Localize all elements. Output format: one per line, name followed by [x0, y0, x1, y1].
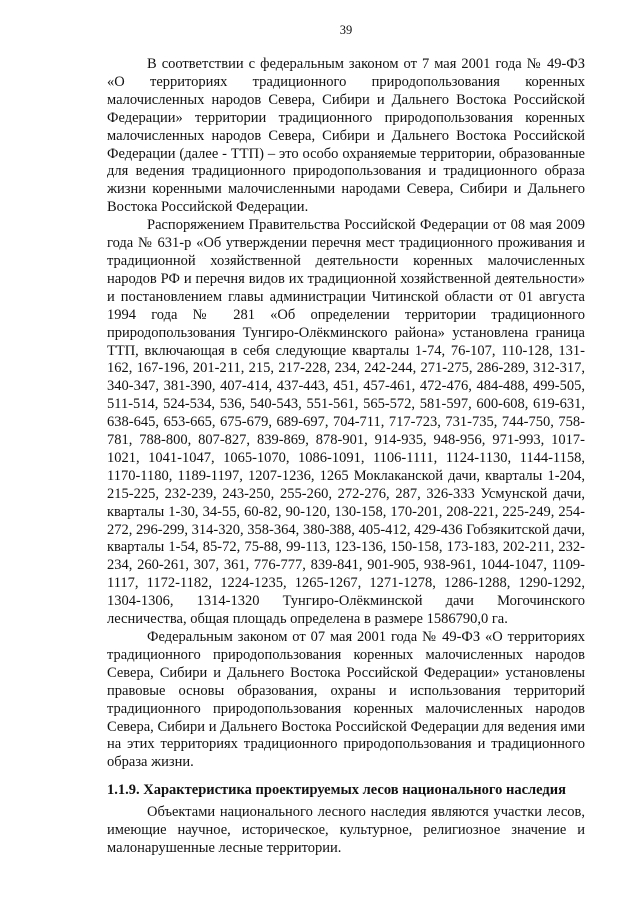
document-page [107, 22, 585, 858]
paragraph-national-heritage: Объектами национального лесного наследия являются участки лесов, имеющие научное, историческое, культурное, религиозное значение и малонарушенные лесные территории. [107, 804, 585, 857]
paragraph-ttp-boundaries: Распоряжением Правительства Российской Федерации от 08 мая 2009 года № 631-р «Об утверждении перечня мест традиционного проживания и традиционной хозяйственной деятельности коренных малочисленных народов РФ и перечня видов их традиционной хозяйственной деятельности» и постановлением главы администрации Читинской области от 01 августа 1994 года № 281 «Об определении территории традиционного природопользования Тунгиро-Олёкминского района» установлена граница ТТП, включающая в себя следующие кварталы 1-74, 76-107, 110-128, 131-162, 167-196, 201-211, 215, 217-228, 234, 242-244, 271-275, 286-289, 312-317, 340-347, 381-390, 407-414, 437-443, 451, 457-461, 472-476, 484-488, 499-505, 511-514, 524-534, 536, 540-543, 551-561, 565-572, 581-597, 600-608, 619-631, 638-645, 653-665, 675-679, 689-697, 704-711, 717-723, 731-735, 744-750, 758-781, 788-800, 807-827, 839-869, 878-901, 914-935, 948-956, 971-993, 1017-1021, 1041-1047, 1065-1070, 1086-1091, 1106-1111, 1124-1130, 1144-1158, 1170-1180, 1189-1197, 1207-1236, 1265 Моклаканской дачи, кварталы 1-204, 215-225, 232-239, 243-250, 255-260, 272-276, 287, 326-333 Усмунской дачи, кварталы 1-30, 34-55, 60-82, 90-120, 130-158, 170-201, 208-221, 225-249, 254-272, 296-299, 314-320, 358-364, 380-388, 405-412, 429-436 Гобзякитской дачи, кварталы 1-54, 85-72, 75-88, 99-113, 123-136, 150-158, 173-183, 202-211, 232-234, 260-261, 307, 361, 776-777, 839-841, 901-905, 938-961, 1044-1047, 1109-1117, 1172-1182, 1224-1235, 1265-1267, 1271-1278, 1286-1288, 1290-1292, 1304-1306, 1314-1320 Тунгиро-Олёкминской дачи Могочинского лесничества, общая площадь определена в размере 1586790,0 га. [107, 217, 585, 628]
paragraph-ttp-definition: В соответствии с федеральным законом от 7 мая 2001 года № 49-ФЗ «О территориях традиционного природопользования коренных малочисленных народов Севера, Сибири и Дальнего Востока Российской Федерации» территории традиционного природопользования коренных малочисленных народов Севера, Сибири и Дальнего Востока Российской Федерации (далее - ТТП) – это особо охраняемые территории, образованные для ведения традиционного природопользования и традиционного образа жизни коренными малочисленными народами Севера, Сибири и Дальнего Востока Российской Федерации. [107, 56, 585, 216]
page-number: 39 [339, 23, 353, 37]
section-heading: 1.1.9. Характеристика проектируемых лесов национального наследия [107, 782, 566, 799]
paragraph-federal-law: Федеральным законом от 07 мая 2001 года № 49-ФЗ «О территориях традиционного природопользования коренных малочисленных народов Севера, Сибири и Дальнего Востока Российской Федерации» установлены правовые основы образования, охраны и использования территорий традиционного природопользования коренных малочисленных народов Севера, Сибири и Дальнего Востока Российской Федерации для ведения ими на этих территориях традиционного природопользования и традиционного образа жизни. [107, 629, 585, 771]
